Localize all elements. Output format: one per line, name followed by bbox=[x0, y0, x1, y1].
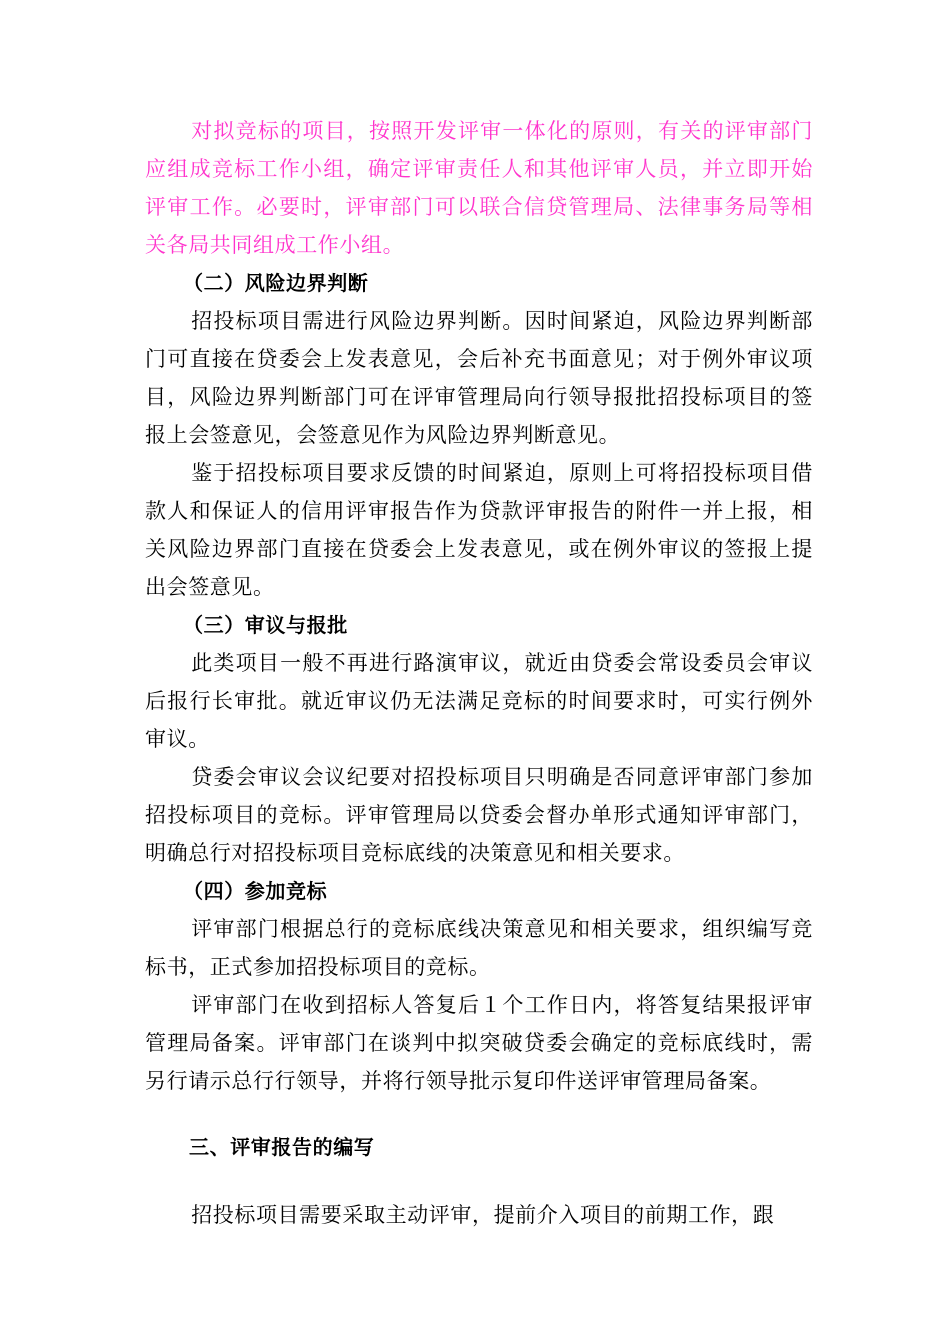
subheading-review-approval: （三）审议与报批 bbox=[183, 613, 348, 637]
document-body bbox=[145, 112, 813, 1234]
section-heading-report: 三、评审报告的编写 bbox=[189, 1135, 375, 1159]
paragraph-bidding: 评审部门根据总行的竞标底线决策意见和相关要求，组织编写竞标书，正式参加招投标项目的竞标。 bbox=[145, 917, 813, 979]
paragraph-bid-team: 对拟竞标的项目，按照开发评审一体化的原则，有关的评审部门应组成竞标工作小组，确定评审责任人和其他评审人员，并立即开始评审工作。必要时，评审部门可以联合信贷管理局、法律事务局等相关各局共同组成工作小组。 bbox=[145, 119, 813, 257]
paragraph-credit-report: 鉴于招投标项目要求反馈的时间紧迫，原则上可将招投标项目借款人和保证人的信用评审报告作为贷款评审报告的附件一并上报，相关风险边界部门直接在贷委会上发表意见，或在例外审议的签报上提出会签意见。 bbox=[145, 461, 813, 599]
paragraph-reply-filing: 评审部门在收到招标人答复后１个工作日内，将答复结果报评审管理局备案。评审部门在谈判中拟突破贷委会确定的竞标底线时，需另行请示总行行领导，并将行领导批示复印件送评审管理局备案。 bbox=[145, 993, 813, 1093]
paragraph-meeting-minutes: 贷委会审议会议纪要对招投标项目只明确是否同意评审部门参加招投标项目的竞标。评审管理局以贷委会督办单形式通知评审部门，明确总行对招投标项目竞标底线的决策意见和相关要求。 bbox=[145, 765, 813, 865]
paragraph-review-approval: 此类项目一般不再进行路演审议，就近由贷委会常设委员会审议后报行长审批。就近审议仍无法满足竞标的时间要求时，可实行例外审议。 bbox=[145, 651, 813, 751]
paragraph-active-review: 招投标项目需要采取主动评审，提前介入项目的前期工作，跟 bbox=[191, 1203, 775, 1227]
subheading-risk-boundary: （二）风险边界判断 bbox=[183, 271, 369, 295]
subheading-bidding: （四）参加竞标 bbox=[183, 879, 328, 903]
paragraph-risk-boundary: 招投标项目需进行风险边界判断。因时间紧迫，风险边界判断部门可直接在贷委会上发表意见，会后补充书面意见；对于例外审议项目，风险边界判断部门可在评审管理局向行领导报批招投标项目的签报上会签意见，会签意见作为风险边界判断意见。 bbox=[145, 309, 813, 447]
